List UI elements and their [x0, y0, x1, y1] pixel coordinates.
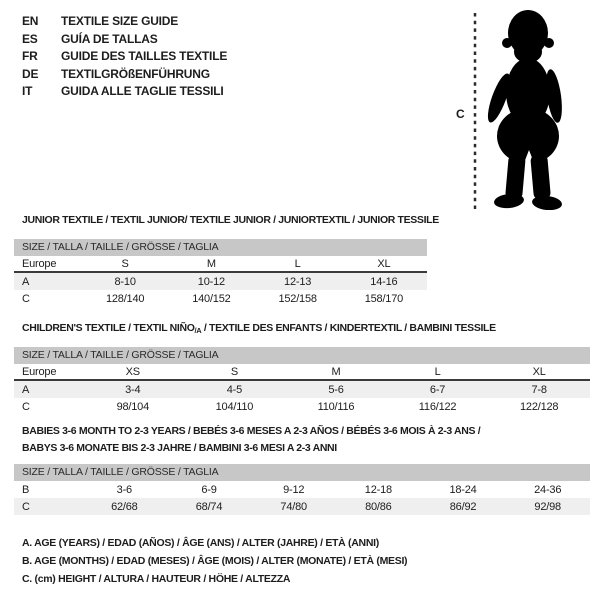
table-row — [14, 498, 590, 515]
table-cell: 158/170 — [364, 292, 404, 305]
column-header: XS — [125, 365, 140, 378]
table-cell: 68/74 — [195, 500, 223, 513]
baby-silhouette-icon — [478, 6, 578, 210]
table-title-junior: JUNIOR TEXTILE / TEXTIL JUNIOR/ TEXTILE JUNIOR / JUNIORTEXTIL / JUNIOR TESSILE — [22, 214, 439, 226]
note-line-a: A. AGE (YEARS) / EDAD (AÑOS) / ÂGE (ANS) / ALTER (JAHRE) / ETÀ (ANNI) — [22, 537, 379, 549]
column-header: S — [230, 365, 238, 378]
table-cell: 140/152 — [192, 292, 231, 305]
table-cell: 14-16 — [370, 275, 398, 288]
language-title-list — [22, 13, 227, 101]
height-figure — [450, 5, 595, 217]
lang-title: GUIDA ALLE TAGLIE TESSILI — [61, 84, 224, 98]
table-cell: 116/122 — [418, 400, 457, 413]
table-cell: 74/80 — [280, 500, 307, 513]
title-text: / TEXTILE DES ENFANTS / KINDERTEXTIL / BAMBINI TESSILE — [201, 322, 496, 334]
table-cell: 12-18 — [364, 483, 392, 496]
table-cell: 104/110 — [215, 400, 254, 413]
lang-code: FR — [22, 49, 38, 63]
table-cell: 8-10 — [114, 275, 136, 288]
row-label: C — [22, 400, 30, 413]
lang-row-en — [22, 13, 227, 31]
column-header-row — [14, 364, 590, 381]
table-cell: 92/98 — [534, 500, 561, 513]
table-cell: 6-9 — [201, 483, 217, 496]
table-cell: 12-13 — [284, 275, 312, 288]
lang-row-es — [22, 31, 227, 49]
table-cell: 80/86 — [365, 500, 392, 513]
size-bar: SIZE / TALLA / TAILLE / GRÖSSE / TAGLIA — [14, 464, 590, 481]
lang-code: EN — [22, 14, 39, 28]
title-subscript: /A — [194, 326, 202, 335]
legend-notes — [22, 534, 407, 588]
row-label: C — [22, 500, 30, 513]
table-cell: 3-4 — [125, 383, 141, 396]
column-header: L — [434, 365, 441, 378]
lang-title: GUÍA DE TALLAS — [61, 31, 158, 46]
column-header: Europe — [22, 257, 57, 270]
table-cell: 152/158 — [278, 292, 317, 305]
title-text: CHILDREN'S TEXTILE / TEXTIL NIÑO — [22, 322, 195, 334]
row-label: B — [22, 483, 30, 496]
lang-title: TEXTILE SIZE GUIDE — [61, 14, 179, 28]
size-table-babies — [14, 464, 590, 515]
table-cell: 3-6 — [116, 483, 132, 496]
table-cell: 9-12 — [283, 483, 305, 496]
lang-code: IT — [22, 84, 33, 98]
table-cell: 62/68 — [111, 500, 138, 513]
column-header: Europe — [22, 365, 57, 378]
size-table-children — [14, 347, 590, 415]
table-cell: 86/92 — [449, 500, 477, 513]
size-bar: SIZE / TALLA / TAILLE / GRÖSSE / TAGLIA — [14, 239, 427, 256]
size-table-junior — [14, 239, 427, 307]
lang-row-it — [22, 83, 227, 101]
lang-title: TEXTILGRÖßENFÜHRUNG — [61, 66, 210, 81]
table-cell: 4-5 — [226, 383, 243, 396]
column-header-row — [14, 256, 427, 273]
table-row — [14, 398, 590, 415]
column-header: XL — [532, 365, 546, 378]
note-line-c: C. (cm) HEIGHT / ALTURA / HAUTEUR / HÖHE / ALTEZZA — [22, 573, 291, 585]
title-line: BABIES 3-6 MONTH TO 2-3 YEARS / BEBÉS 3-6 MESES A 2-3 AÑOS / BÉBÉS 3-6 MOIS À 2-3 ANS / — [22, 425, 481, 437]
table-row — [14, 381, 590, 398]
row-label: A — [22, 275, 30, 288]
note-line-b: B. AGE (MONTHS) / EDAD (MESES) / ÂGE (MOIS) / ALTER (MONATE) / ETÀ (MESI) — [22, 555, 408, 567]
column-header: S — [121, 257, 129, 270]
lang-row-de — [22, 66, 227, 84]
table-cell: 128/140 — [105, 292, 145, 305]
column-header: M — [331, 365, 341, 378]
table-row — [14, 290, 427, 307]
column-header: L — [294, 257, 301, 270]
table-row — [14, 481, 590, 498]
table-cell: 18-24 — [449, 483, 477, 496]
table-cell: 110/116 — [317, 400, 355, 413]
lang-title: GUIDE DES TAILLES TEXTILE — [61, 49, 228, 63]
lang-code: ES — [22, 31, 38, 46]
lang-row-fr — [22, 48, 227, 66]
table-cell: 24-36 — [534, 483, 562, 496]
title-line: BABYS 3-6 MONATE BIS 2-3 JAHRE / BAMBINI 3-6 MESI A 2-3 ANNI — [22, 442, 337, 454]
row-label: C — [22, 292, 30, 305]
table-title-babies — [22, 423, 490, 457]
table-cell: 6-7 — [429, 383, 446, 396]
table-cell: 10-12 — [197, 275, 225, 288]
height-measure-label: C — [456, 107, 465, 121]
table-cell: 98/104 — [116, 400, 150, 413]
table-cell: 5-6 — [328, 383, 344, 396]
table-title-children — [22, 322, 496, 334]
table-row — [14, 273, 427, 290]
column-header: M — [206, 257, 216, 270]
table-cell: 7-8 — [531, 383, 547, 396]
size-bar: SIZE / TALLA / TAILLE / GRÖSSE / TAGLIA — [14, 347, 590, 364]
lang-code: DE — [22, 66, 39, 81]
column-header: XL — [377, 257, 391, 270]
row-label: A — [22, 383, 30, 396]
table-cell: 122/128 — [519, 400, 559, 413]
